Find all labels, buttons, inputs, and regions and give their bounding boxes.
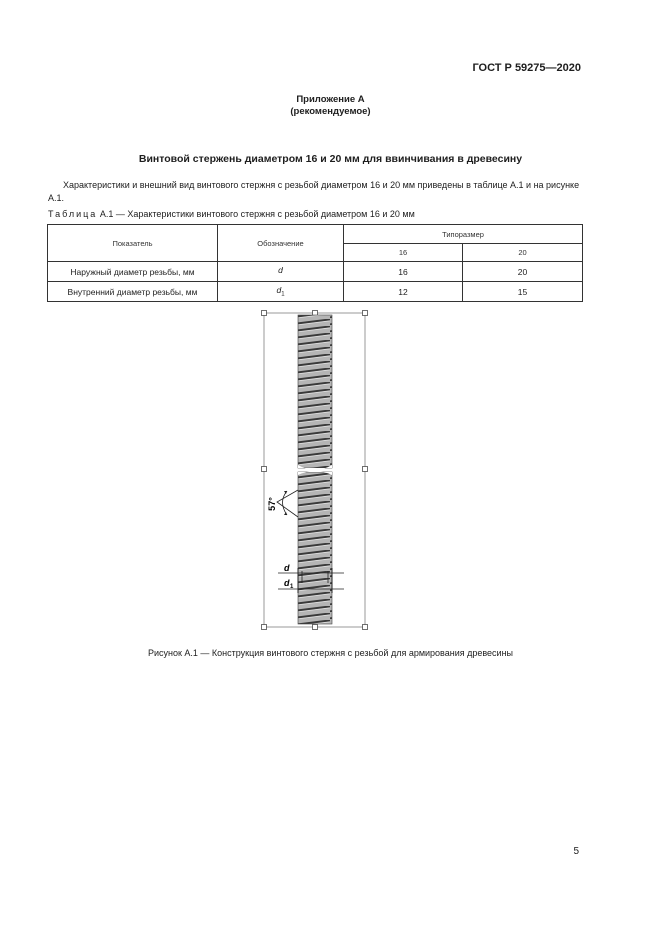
rod-upper-segment [298,315,332,468]
annex-subtitle: (рекомендуемое) [290,106,371,117]
frame-handle [363,311,368,316]
document-id: ГОСТ Р 59275—2020 [472,62,581,74]
header-size: Типоразмер [344,225,583,244]
rod-lower-segment [298,472,332,624]
figure-caption: Рисунок А.1 — Конструкция винтового стержня с резьбой для армирования древесины [147,648,514,658]
table-row [48,262,583,282]
frame-handle [363,625,368,630]
table-row [48,282,583,302]
row-value-16: 16 [344,262,463,282]
frame-handle [262,311,267,316]
row-value-16: 12 [344,282,463,302]
table-caption-text: — Характеристики винтового стержня с резьбой диаметром 16 и 20 мм [113,209,415,219]
section-title: Винтовой стержень диаметром 16 и 20 мм для ввинчивания в древесину [138,153,523,165]
frame-handle [262,467,267,472]
header-size-20: 20 [463,244,583,262]
row-indicator: Наружный диаметр резьбы, мм [48,262,218,282]
table-caption-prefix: Таблица [48,209,98,219]
intro-paragraph: Характеристики и внешний вид винтового стержня с резьбой диаметром 16 и 20 мм приведены в таблице А.1 и на рисунке А.1. [48,180,580,203]
row-indicator: Внутренний диаметр резьбы, мм [48,282,218,302]
angle-label: 57° [267,497,277,511]
screw-rod-figure [250,305,380,637]
dimension-label-d: d [284,563,290,573]
header-symbol: Обозначение [218,225,344,262]
table-caption [48,209,415,219]
frame-handle [363,467,368,472]
row-symbol: d [218,262,344,282]
characteristics-table [47,224,583,302]
row-value-20: 15 [463,282,583,302]
header-size-16: 16 [344,244,463,262]
frame-handle [313,625,318,630]
annex-title: Приложение А [296,94,365,105]
table-caption-number: А.1 [99,209,114,219]
thread-angle-marker [277,490,298,517]
page-number: 5 [573,846,579,857]
row-value-20: 20 [463,262,583,282]
frame-handle [262,625,267,630]
dimension-label-d1: d [284,578,290,588]
row-symbol: $d_1$ [218,282,344,302]
dimension-label-d1-sub: 1 [290,584,294,590]
header-indicator: Показатель [48,225,218,262]
